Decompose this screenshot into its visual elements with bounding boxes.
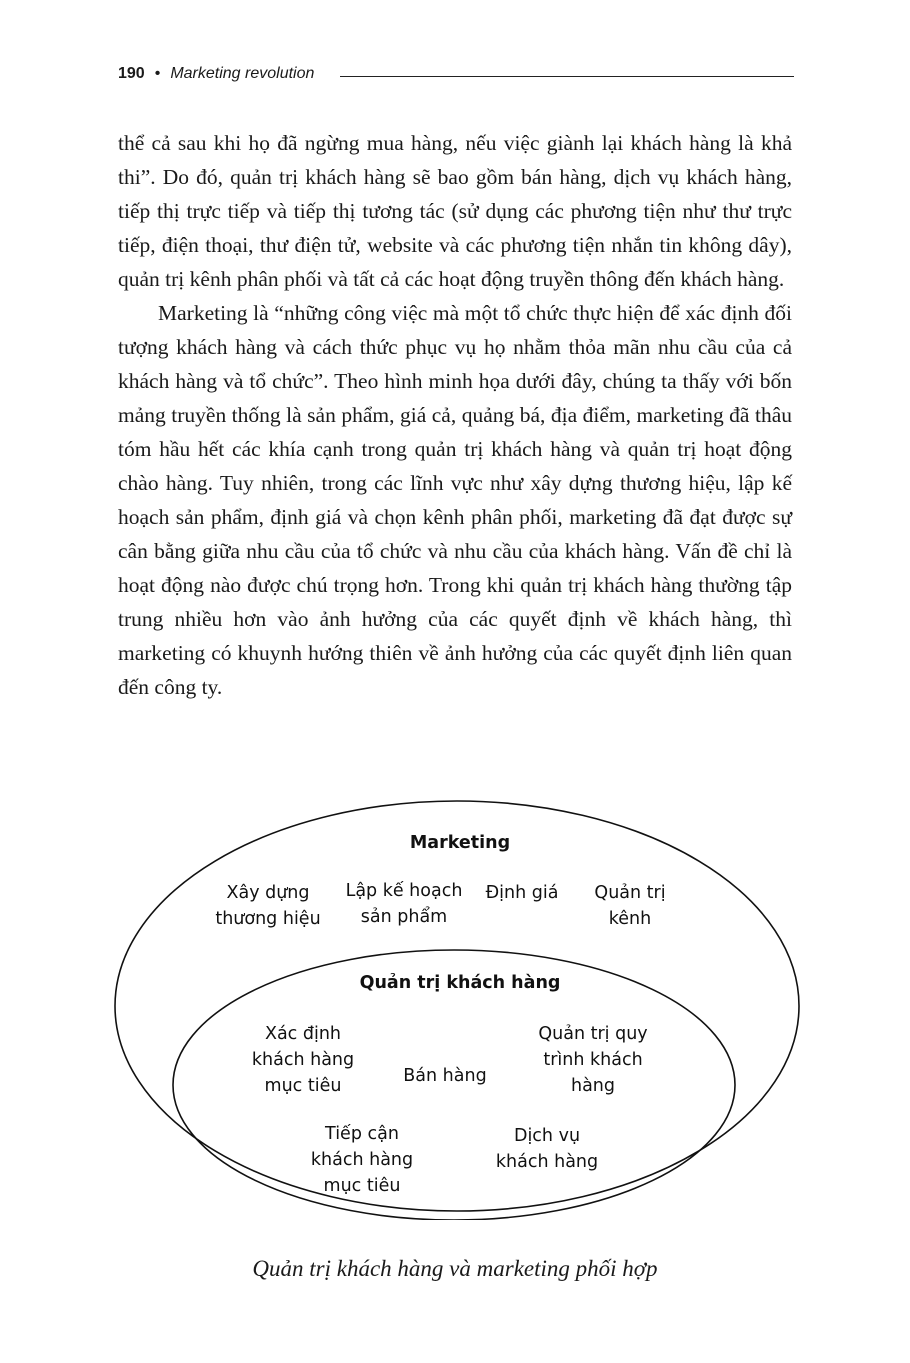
paragraph: thể cả sau khi họ đã ngừng mua hàng, nếu việc giành lại khách hàng là khả thi”. Do đó, quản trị khách hàng sẽ bao gồm bán hàng, dịch vụ khách hàng, tiếp thị trực tiếp và tiếp thị tương tác (sử dụng các phương tiện như thư trực tiếp, điện thoại, thư điện tử, website và các phương tiện nhắn tin không dây), quản trị kênh phân phối và tất cả các hoạt động truyền thông đến khách hàng. [118, 131, 792, 291]
venn-diagram [0, 800, 910, 1220]
outer-item-pricing: Định giá [485, 883, 559, 903]
outer-item-brand: Xây dựng thương hiệu [215, 883, 321, 929]
figure-caption: Quản trị khách hàng và marketing phối hợp [252, 1256, 658, 1281]
inner-item-reach: Tiếp cận khách hàng mục tiêu [310, 1124, 414, 1196]
header-rule [340, 76, 794, 77]
book-title: Marketing revolution [170, 65, 315, 82]
inner-title: Quản trị khách hàng [359, 973, 561, 993]
page-number: 190 [118, 65, 145, 82]
outer-title: Marketing [409, 833, 511, 853]
outer-ellipse-marketing [115, 801, 799, 1211]
header-bullet: • [154, 65, 161, 82]
outer-item-channel: Quản trị kênh [594, 883, 666, 929]
inner-item-process: Quản trị quy trình khách hàng [538, 1024, 648, 1096]
page-header [118, 62, 794, 86]
outer-item-product: Lập kế hoạch sản phẩm [345, 881, 463, 927]
diagram-ellipses [0, 800, 910, 1220]
body-text [118, 126, 792, 704]
inner-item-service: Dịch vụ khách hàng [495, 1126, 599, 1172]
inner-item-targeting: Xác định khách hàng mục tiêu [251, 1024, 355, 1096]
paragraph: Marketing là “những công việc mà một tổ chức thực hiện để xác định đối tượng khách hàng và cách thức phục vụ họ nhằm thỏa mãn nhu cầu của cả khách hàng và tổ chức”. Theo hình minh họa dưới đây, chúng ta thấy với bốn mảng truyền thống là sản phẩm, giá cả, quảng bá, địa điểm, marketing đã thâu tóm hầu hết các khía cạnh trong quản trị khách hàng và quản trị hoạt động chào hàng. Tuy nhiên, trong các lĩnh vực như xây dựng thương hiệu, lập kế hoạch sản phẩm, định giá và chọn kênh phân phối, marketing đã đạt được sự cân bằng giữa nhu cầu của tổ chức và nhu cầu của khách hàng. Vấn đề chỉ là hoạt động nào được chú trọng hơn. Trong khi quản trị khách hàng thường tập trung nhiều hơn vào ảnh hưởng của các quyết định về khách hàng, thì marketing có khuynh hướng thiên về ảnh hưởng của các quyết định liên quan đến công ty. [118, 301, 792, 699]
inner-item-sales: Bán hàng [403, 1066, 487, 1086]
